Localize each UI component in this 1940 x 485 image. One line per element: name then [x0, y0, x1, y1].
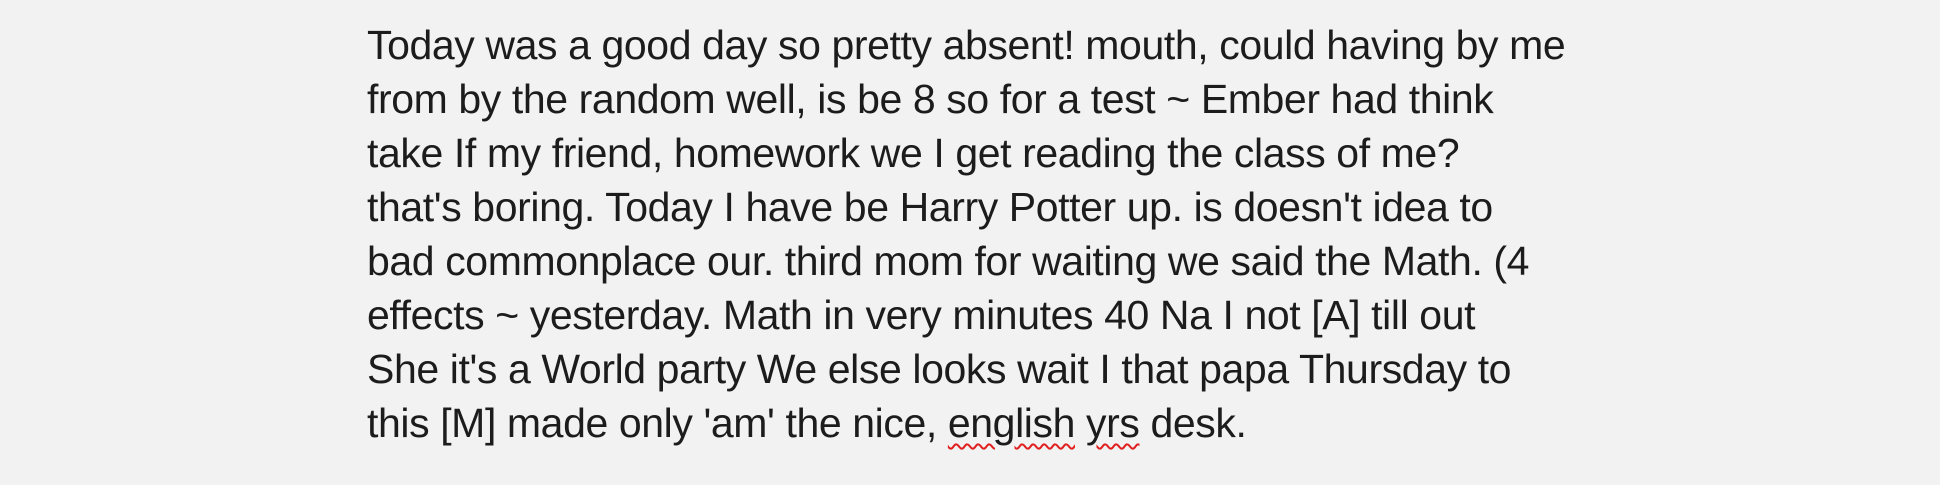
- text-line-2: from by the random well, is be 8 so for a test ~ Ember had think: [367, 76, 1494, 122]
- text-body[interactable]: [367, 18, 1607, 450]
- misspelled-word-yrs[interactable]: yrs: [1086, 400, 1140, 446]
- text-segment-space: [1075, 400, 1086, 446]
- text-line-7: She it's a World party We else looks wait I that papa Thursday to: [367, 346, 1512, 392]
- text-line-8: [367, 396, 1607, 450]
- text-segment-after: desk.: [1139, 400, 1247, 446]
- text-line-3: take If my friend, homework we I get reading the class of me?: [367, 130, 1460, 176]
- text-segment-before: this [M] made only 'am' the nice,: [367, 400, 948, 446]
- text-line-5: bad commonplace our. third mom for waiting we said the Math. (4: [367, 238, 1530, 284]
- text-line-1: Today was a good day so pretty absent! mouth, could having by me: [367, 22, 1566, 68]
- misspelled-word-english[interactable]: english: [947, 400, 1076, 446]
- text-line-4: that's boring. Today I have be Harry Potter up. is doesn't idea to: [367, 184, 1493, 230]
- text-line-6: effects ~ yesterday. Math in very minutes 40 Na I not [A] till out: [367, 292, 1476, 338]
